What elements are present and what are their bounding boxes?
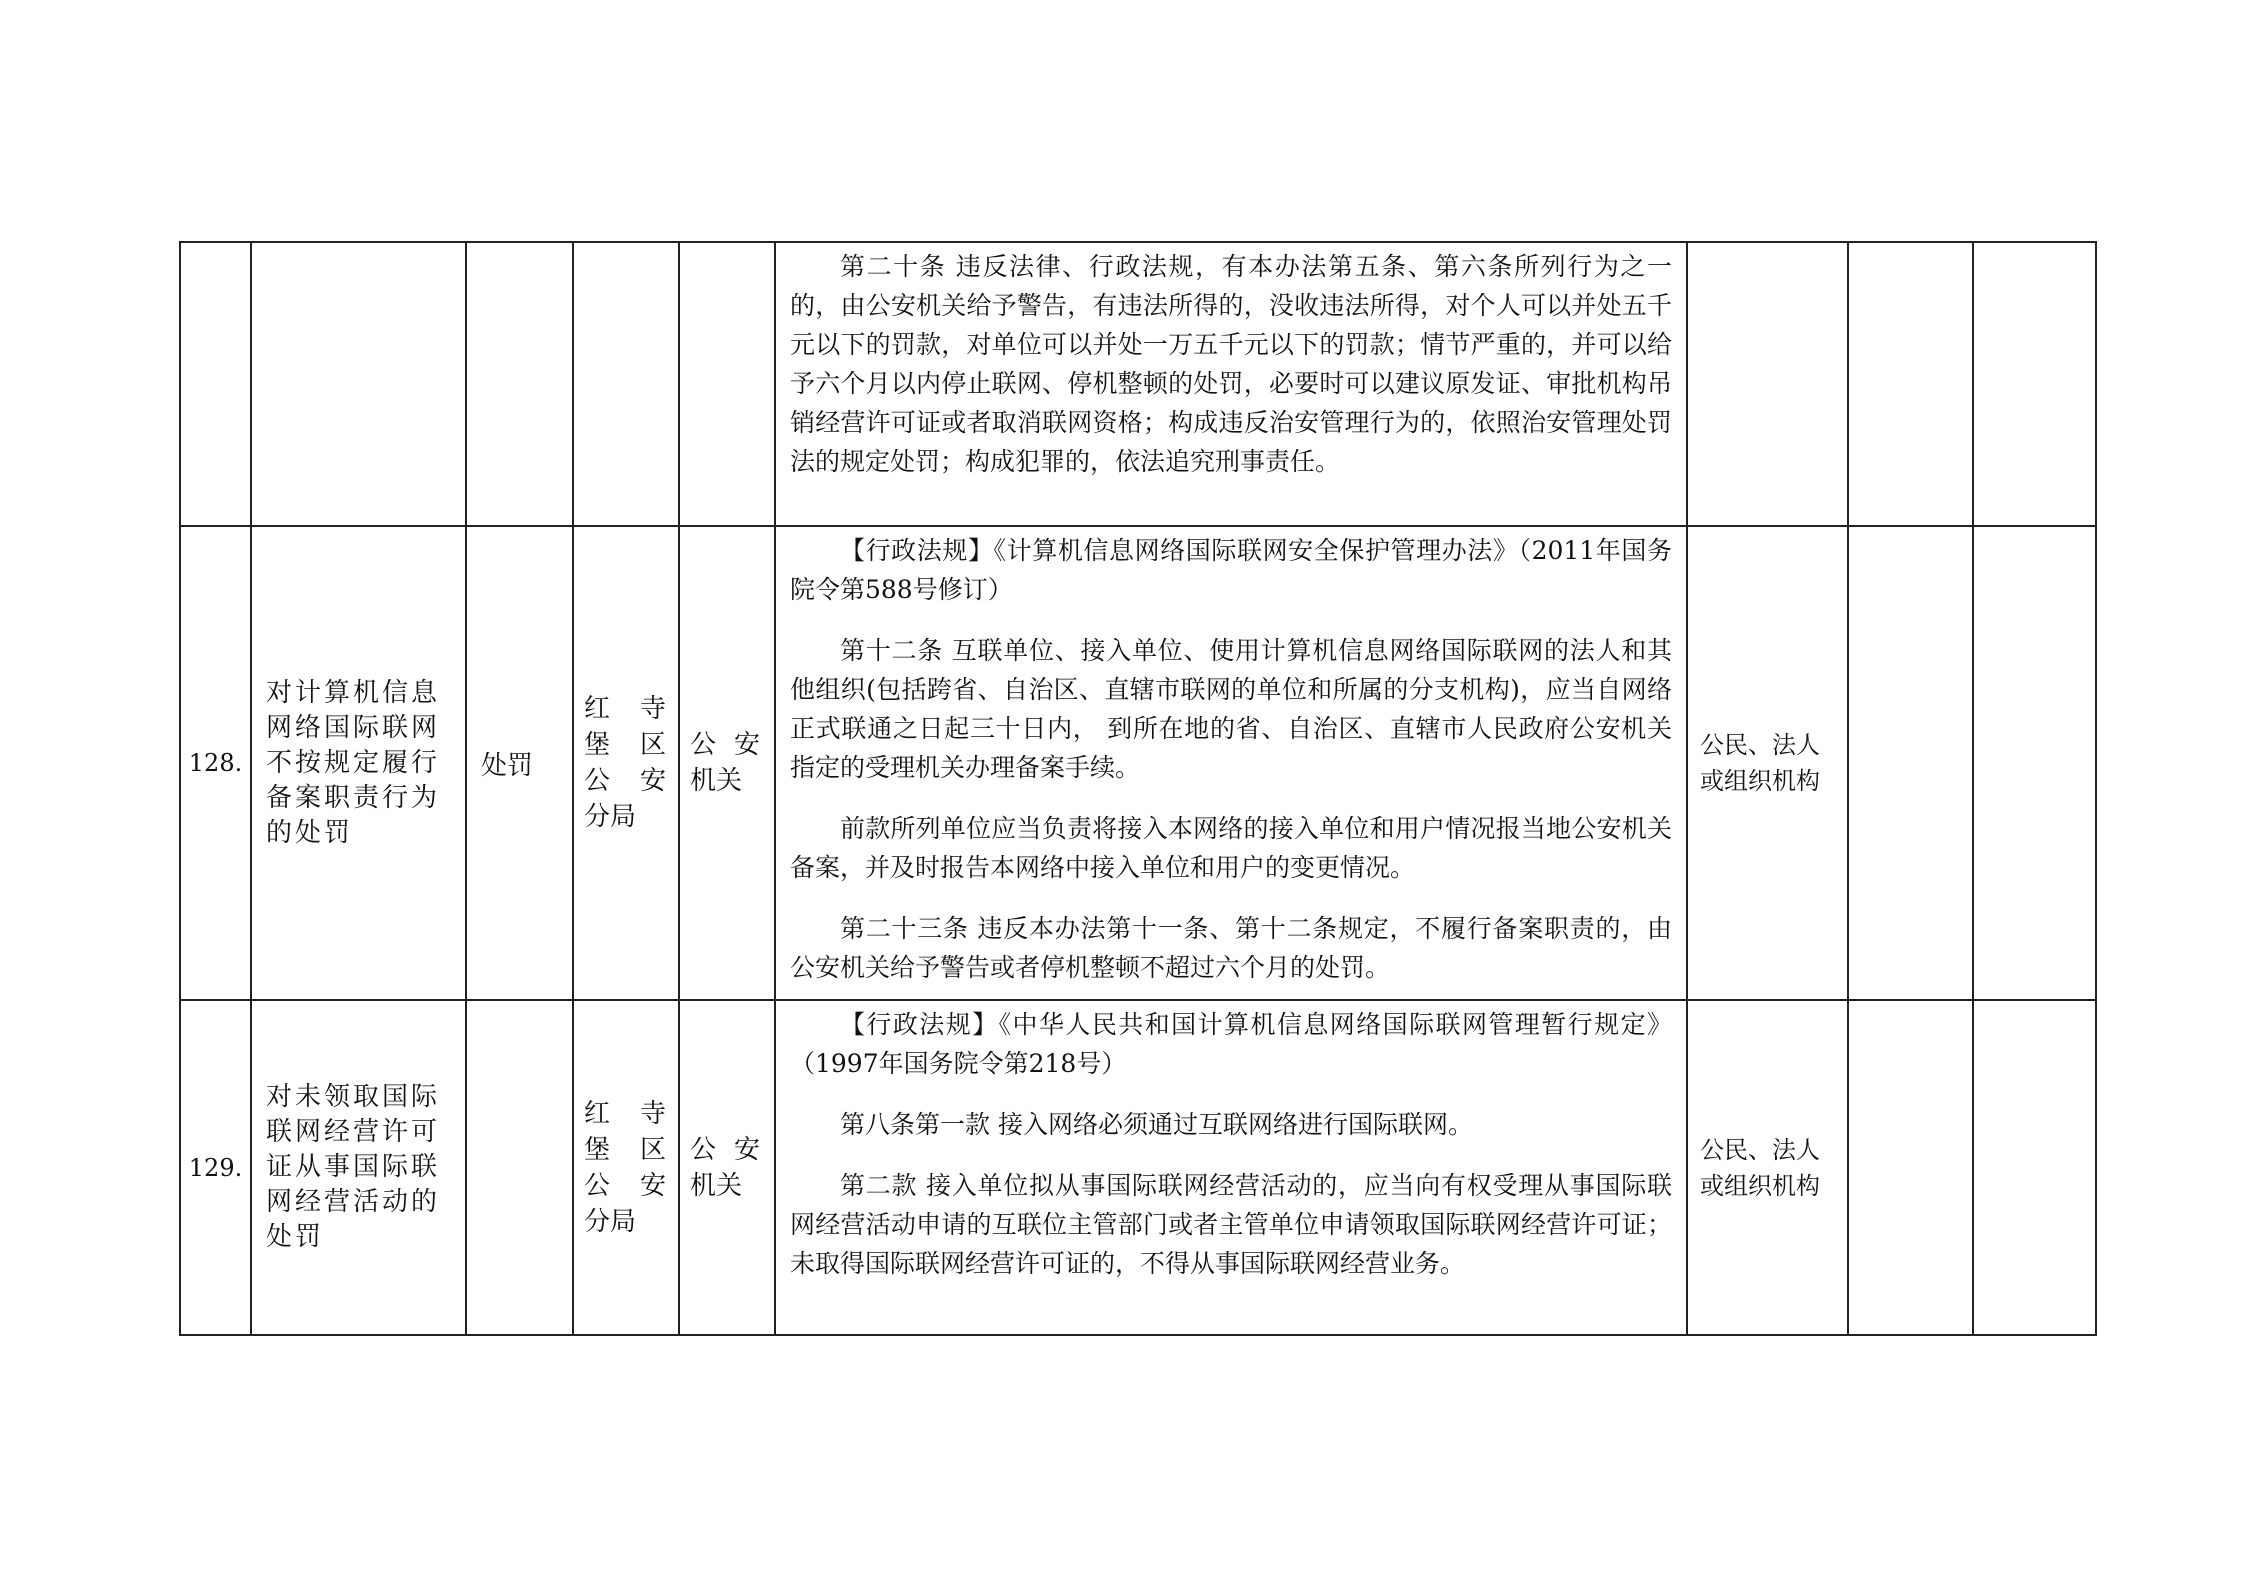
extra-cell	[1848, 1000, 1973, 1335]
dept-cell	[679, 1000, 775, 1335]
item-line: 的处罚	[266, 817, 354, 848]
item-line: 网络国际联网	[266, 712, 441, 743]
dept-cell	[679, 526, 775, 1000]
org-cell	[573, 242, 679, 526]
table-row	[180, 526, 2096, 1000]
subject-line: 或组织机构	[1700, 767, 1820, 795]
item-line: 证从事国际联	[266, 1152, 441, 1182]
org-line: 堡 区	[584, 1134, 666, 1165]
punish-type-cell	[466, 242, 573, 526]
org-line: 公 安	[584, 1170, 666, 1201]
item-name-cell	[251, 1000, 466, 1335]
law-paragraph: 第二十三条 违反本办法第十一条、第十二条规定，不履行备案职责的，由公安机关给予警告或者停机整顿不超过六个月的处罚。	[790, 914, 1672, 982]
subject-cell	[1687, 242, 1848, 526]
law-paragraph: 【行政法规】《计算机信息网络国际联网安全保护管理办法》（2011年国务院令第588号修订）	[790, 536, 1672, 604]
punish-type	[466, 1000, 573, 1335]
law-paragraph: 第二十条 违反法律、行政法规，有本办法第五条、第六条所列行为之一的，由公安机关给予警告，有违法所得的，没收违法所得，对个人可以并处五千元以下的罚款，对单位可以并处一万五千元以下的罚款；情节严重的，并可以给予六个月以内停止联网、停机整顿的处罚，必要时可以建议原发证、审批机构吊销经营许可证或者取消联网资格；构成违反治安管理行为的，依照治安管理处罚法的规定处罚；构成犯罪的，依法追究刑事责任。	[790, 252, 1672, 476]
extra-cell	[1848, 526, 1973, 1000]
org-line: 红 寺	[584, 1098, 666, 1129]
subject-cell	[1687, 1000, 1848, 1335]
item-line: 联网经营许可	[266, 1117, 441, 1147]
org-line: 公 安	[584, 766, 666, 796]
item-line: 对计算机信息	[266, 677, 441, 708]
org-cell	[573, 1000, 679, 1335]
org-line: 红 寺	[584, 694, 666, 724]
org-line: 分局	[584, 1206, 637, 1237]
item-line: 对未领取国际	[266, 1082, 441, 1112]
subject-line: 公民、法人	[1700, 1135, 1820, 1164]
remark-cell	[1973, 1000, 2096, 1335]
law-paragraph: 第二款 接入单位拟从事国际联网经营活动的，应当向有权受理从事国际联网经营活动申请的互联位主管部门或者主管单位申请领取国际联网经营许可证；未取得国际联网经营许可证的，不得从事国际联网经营业务。	[790, 1171, 1672, 1278]
remark-cell	[1973, 242, 2096, 526]
law-paragraph: 前款所列单位应当负责将接入本网络的接入单位和用户情况报当地公安机关备案，并及时报告本网络中接入单位和用户的变更情况。	[790, 814, 1672, 882]
item-line: 不按规定履行	[266, 747, 441, 778]
dept-line: 公 安	[690, 730, 760, 760]
org-line: 堡 区	[584, 730, 666, 760]
extra-cell	[1848, 242, 1973, 526]
dept-cell	[679, 242, 775, 526]
law-basis-cell	[775, 526, 1687, 1000]
row-number: 129.	[180, 1000, 251, 1335]
item-name-cell	[251, 526, 466, 1000]
subject-cell	[1687, 526, 1848, 1000]
item-line: 处罚	[266, 1222, 325, 1252]
item-line: 网经营活动的	[266, 1187, 441, 1217]
row-number-cell	[180, 242, 251, 526]
law-paragraph: 第八条第一款 接入网络必须通过互联网络进行国际联网。	[840, 1110, 1473, 1139]
item-line: 备案职责行为	[266, 782, 441, 813]
table-row	[180, 1000, 2096, 1335]
law-paragraph: 【行政法规】《中华人民共和国计算机信息网络国际联网管理暂行规定》（1997年国务院令第218号）	[790, 1010, 1672, 1078]
item-name-cell	[251, 242, 466, 526]
remark-cell	[1973, 526, 2096, 1000]
law-basis-cell	[775, 1000, 1687, 1335]
dept-line: 机关	[690, 766, 743, 796]
law-basis-cell	[775, 242, 1687, 526]
law-paragraph: 第十二条 互联单位、接入单位、使用计算机信息网络国际联网的法人和其他组织(包括跨省、自治区、直辖市联网的单位和所属的分支机构)，应当自网络正式联通之日起三十日内， 到所在地的省、自治区、直辖市人民政府公安机关指定的受理机关办理备案手续。	[790, 636, 1672, 782]
penalty-table	[179, 241, 2097, 1336]
org-line: 分局	[584, 802, 637, 832]
row-number: 128.	[180, 526, 251, 1000]
org-cell	[573, 526, 679, 1000]
punish-type: 处罚	[466, 526, 573, 1000]
dept-line: 公 安	[690, 1134, 760, 1165]
subject-line: 公民、法人	[1700, 731, 1820, 759]
subject-line: 或组织机构	[1700, 1171, 1820, 1200]
dept-line: 机关	[690, 1170, 743, 1201]
table-row	[180, 242, 2096, 526]
